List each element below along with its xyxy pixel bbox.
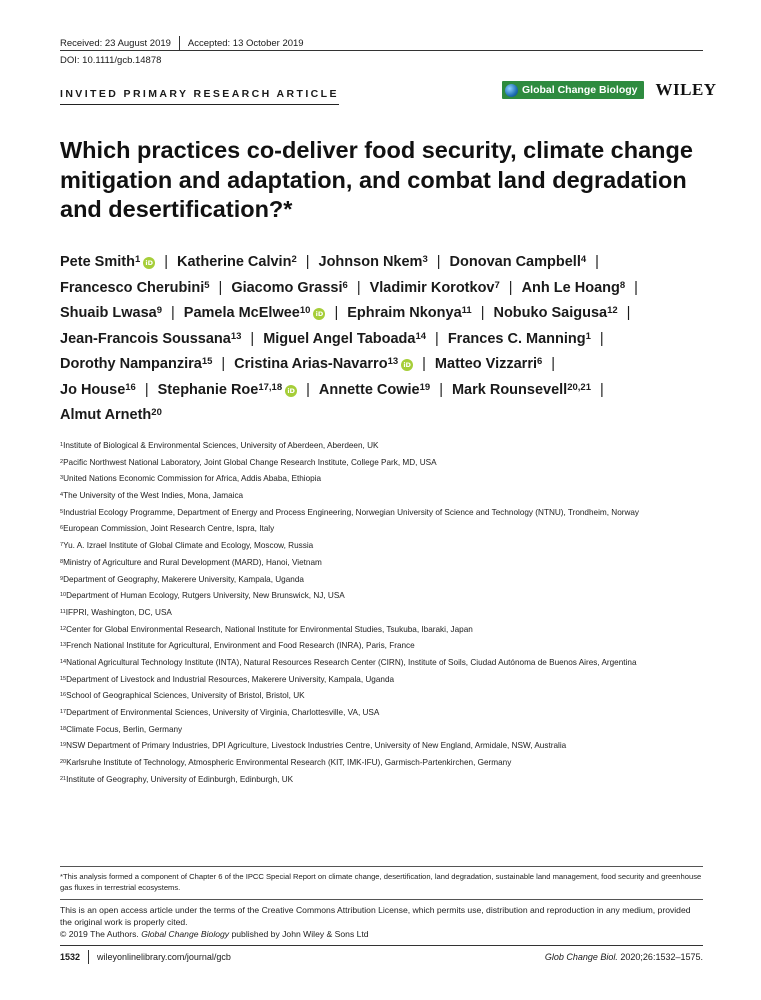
affiliation-text: School of Geographical Sciences, University of Bristol, Bristol, UK xyxy=(66,691,305,701)
author xyxy=(60,331,241,347)
author-separator: | xyxy=(422,356,426,372)
author xyxy=(370,280,500,296)
affiliation-number: 11 xyxy=(60,608,66,615)
affiliation-text: National Agricultural Technology Institute (INTA), Natural Resources Research Center (CIRN), Institute of Soils, Ciudad Autónoma de Buenos Aires, Argentina xyxy=(66,657,637,667)
author-name: Katherine Calvin xyxy=(177,254,292,270)
copyright-suffix: published by John Wiley & Sons Ltd xyxy=(229,928,369,939)
publisher-logo[interactable]: WILEY xyxy=(655,80,717,99)
author-name: Stephanie Roe xyxy=(157,381,259,398)
affiliation-text: The University of the West Indies, Mona, Jamaica xyxy=(63,491,244,501)
author-separator: | xyxy=(334,305,339,321)
author xyxy=(231,280,348,296)
affiliation-text: Climate Focus, Berlin, Germany xyxy=(66,724,183,734)
affiliation-text: French National Institute for Agricultural, Environment and Food Research (INRA), Paris, France xyxy=(66,641,415,651)
article-type: INVITED PRIMARY RESEARCH ARTICLE xyxy=(60,88,339,105)
author-separator: | xyxy=(356,279,361,296)
author-affiliation-mark: 15 xyxy=(201,356,213,367)
header-rule xyxy=(60,50,703,51)
author-affiliation-mark: 20 xyxy=(151,407,162,418)
affiliation xyxy=(60,758,710,769)
affiliation-number: 13 xyxy=(60,642,67,649)
affiliation xyxy=(60,641,710,652)
affiliation xyxy=(60,458,710,469)
affiliation xyxy=(60,441,710,452)
affiliation-text: Center for Global Environmental Research, National Institute for Environmental Studies, Tsukuba, Ibaraki, Japan xyxy=(66,624,473,634)
author-line xyxy=(60,250,720,276)
author-separator: | xyxy=(508,279,513,296)
affiliation-list xyxy=(60,441,710,791)
footer-separator xyxy=(88,950,89,964)
page-number: 1532 xyxy=(60,952,81,962)
author xyxy=(522,280,626,296)
affiliation-text: Pacific Northwest National Laboratory, Joint Global Change Research Institute, College Park, MD, USA xyxy=(63,457,437,467)
affiliation xyxy=(60,591,710,602)
author xyxy=(158,382,298,398)
orcid-icon[interactable]: iD xyxy=(313,308,325,320)
author-name: Pamela McElwee xyxy=(183,305,300,321)
affiliation-number: 8 xyxy=(60,558,64,565)
author-name: Matteo Vizzarri xyxy=(434,356,537,372)
journal-brand xyxy=(502,80,717,100)
affiliation-text: European Commission, Joint Research Centre, Ispra, Italy xyxy=(63,524,275,534)
author-name: Nobuko Saigusa xyxy=(493,305,608,321)
author xyxy=(448,331,591,347)
affiliation xyxy=(60,558,710,569)
affiliation-number: 18 xyxy=(60,725,67,732)
author-affiliation-mark: 5 xyxy=(204,279,210,291)
affiliation-number: 14 xyxy=(60,658,67,665)
affiliation-text: Department of Human Ecology, Rutgers University, New Brunswick, NJ, USA xyxy=(66,591,345,601)
orcid-icon[interactable]: iD xyxy=(401,359,413,371)
orcid-icon[interactable]: iD xyxy=(143,257,155,269)
author-separator: | xyxy=(634,279,638,296)
orcid-icon[interactable]: iD xyxy=(285,385,297,397)
author-name: Annette Cowie xyxy=(318,381,420,398)
author-separator: | xyxy=(144,381,149,398)
affiliation-text: Department of Geography, Makerere University, Kampala, Uganda xyxy=(63,574,304,584)
author-line xyxy=(60,352,720,378)
article-title: Which practices co-deliver food security, climate change mitigation and adaptation, and combat land degradation and desertification?* xyxy=(60,137,693,222)
author xyxy=(177,254,297,270)
author-name: Dorothy Nampanzira xyxy=(60,356,202,372)
author xyxy=(493,305,617,321)
affiliation xyxy=(60,608,710,619)
affiliation-number: 21 xyxy=(60,775,67,782)
author-affiliation-mark: 1 xyxy=(134,254,141,265)
author-separator: | xyxy=(306,381,310,398)
author-affiliation-mark: 10 xyxy=(299,305,311,316)
author-affiliation-mark: 19 xyxy=(419,381,431,393)
affiliation-number: 17 xyxy=(60,709,67,715)
author-line xyxy=(60,327,720,353)
author-line xyxy=(60,301,720,327)
author xyxy=(60,407,162,423)
author-affiliation-mark: 3 xyxy=(422,254,428,265)
footnote-rule xyxy=(60,866,703,867)
author-affiliation-mark: 7 xyxy=(494,279,500,291)
affiliation xyxy=(60,741,710,752)
author-separator: | xyxy=(218,279,223,296)
affiliation-text: Karlsruhe Institute of Technology, Atmospheric Environmental Research (KIT, IMK-IFU), Garmisch-Partenkirchen, Germany xyxy=(66,758,512,768)
affiliation xyxy=(60,575,710,586)
article-dates xyxy=(60,36,304,50)
author-affiliation-mark: 2 xyxy=(291,254,297,265)
author xyxy=(184,305,326,321)
author-line xyxy=(60,276,720,302)
author-affiliation-mark: 14 xyxy=(415,330,427,342)
author xyxy=(234,356,413,372)
license-text: This is an open access article under the terms of the Creative Commons Attribution License, which permits use, distribution and reproduction in any medium, provided the original work is properly cited. xyxy=(60,905,691,927)
author-name: Miguel Angel Taboada xyxy=(263,330,416,347)
affiliation xyxy=(60,508,710,519)
author-affiliation-mark: 6 xyxy=(537,356,543,367)
affiliation-number: 4 xyxy=(60,492,64,499)
author xyxy=(450,254,587,270)
author-affiliation-mark: 12 xyxy=(607,305,618,316)
author-affiliation-mark: 17,18 xyxy=(258,381,283,393)
author-name: Giacomo Grassi xyxy=(231,279,343,296)
journal-url[interactable]: wileyonlinelibrary.com/journal/gcb xyxy=(97,952,231,962)
author-affiliation-mark: 9 xyxy=(156,305,162,316)
author-separator: | xyxy=(599,330,604,347)
affiliation xyxy=(60,775,710,786)
copyright-journal: Global Change Biology xyxy=(141,928,230,939)
author-name: Frances C. Manning xyxy=(447,330,586,347)
author-separator: | xyxy=(221,356,226,372)
author-name: Vladimir Korotkov xyxy=(369,279,495,296)
author-separator: | xyxy=(164,254,169,270)
author-affiliation-mark: 1 xyxy=(585,330,591,342)
title-footnote: *This analysis formed a component of Chapter 6 of the IPCC Special Report on climate change, desertification, land degradation, sustainable land management, food security and greenhouse gas fluxes in terrestrial ecosystems. xyxy=(60,872,702,892)
page-footer xyxy=(60,950,703,964)
author-separator: | xyxy=(436,254,441,270)
affiliation xyxy=(60,675,710,686)
affiliation-number: 5 xyxy=(60,508,64,515)
affiliation-text: Department of Environmental Sciences, University of Virginia, Charlottesville, VA, USA xyxy=(66,708,380,717)
author-separator: | xyxy=(250,330,255,347)
affiliation-number: 3 xyxy=(60,475,64,482)
affiliation-text: NSW Department of Primary Industries, DPI Agriculture, Livestock Industries Centre, University of New England, Armidale, NSW, Australia xyxy=(66,741,567,751)
affiliation-text: United Nations Economic Commission for Africa, Addis Ababa, Ethiopia xyxy=(63,474,322,484)
doi[interactable]: DOI: 10.1111/gcb.14878 xyxy=(60,55,162,66)
date-separator xyxy=(179,36,180,50)
author-name: Johnson Nkem xyxy=(318,254,423,270)
author-line xyxy=(60,403,720,429)
author xyxy=(319,254,428,270)
affiliation xyxy=(60,658,710,669)
citation xyxy=(545,952,703,962)
affiliation-number: 19 xyxy=(60,742,67,749)
author-affiliation-mark: 11 xyxy=(461,305,472,316)
author-separator: | xyxy=(551,356,556,372)
affiliation xyxy=(60,625,710,636)
author-affiliation-mark: 20,21 xyxy=(567,381,591,393)
author-line xyxy=(60,378,720,404)
affiliation xyxy=(60,524,710,535)
author-separator: | xyxy=(171,305,175,321)
author xyxy=(60,356,212,372)
author-separator: | xyxy=(480,305,485,321)
author-name: Ephraim Nkonya xyxy=(347,305,462,321)
affiliation xyxy=(60,541,710,552)
affiliation-text: Department of Livestock and Industrial Resources, Makerere University, Kampala, Uganda xyxy=(66,674,395,684)
affiliation-number: 7 xyxy=(60,542,64,549)
author-separator: | xyxy=(439,381,443,398)
author-separator: | xyxy=(595,254,599,270)
author xyxy=(347,305,471,321)
page-footer-rule xyxy=(60,945,703,946)
author xyxy=(263,331,426,347)
author xyxy=(60,254,155,270)
journal-name: Global Change Biology xyxy=(522,84,638,96)
affiliation-number: 6 xyxy=(60,525,64,532)
affiliation-text: IFPRI, Washington, DC, USA xyxy=(65,607,172,617)
author xyxy=(60,280,210,296)
affiliation xyxy=(60,474,710,485)
author-name: Jean-Francois Soussana xyxy=(60,330,231,347)
author-separator: | xyxy=(600,381,604,398)
globe-icon xyxy=(505,84,518,97)
citation-details: 2020;26:1532–1575. xyxy=(617,952,703,962)
author-affiliation-mark: 16 xyxy=(125,381,136,393)
affiliation-number: 16 xyxy=(60,692,67,699)
accepted-date: Accepted: 13 October 2019 xyxy=(187,37,304,49)
copyright-prefix: © 2019 The Authors. xyxy=(60,928,142,939)
author-list xyxy=(60,250,720,429)
license-rule xyxy=(60,899,703,900)
received-date: Received: 23 August 2019 xyxy=(60,37,171,49)
journal-logo[interactable] xyxy=(502,81,644,99)
author xyxy=(319,382,430,398)
author-name: Donovan Campbell xyxy=(449,254,581,270)
author-name: Mark Rounsevell xyxy=(451,381,568,398)
author xyxy=(60,305,162,321)
affiliation xyxy=(60,691,710,702)
author-separator: | xyxy=(626,305,631,321)
affiliation-number: 20 xyxy=(60,759,67,766)
affiliation-number: 12 xyxy=(60,625,67,632)
author-affiliation-mark: 13 xyxy=(387,356,399,367)
affiliation-text: Institute of Geography, University of Edinburgh, Edinburgh, UK xyxy=(66,774,294,784)
author-separator: | xyxy=(305,254,310,270)
affiliation xyxy=(60,491,710,502)
affiliation-text: Yu. A. Izrael Institute of Global Climate and Ecology, Moscow, Russia xyxy=(63,541,314,551)
author xyxy=(435,356,542,372)
affiliation xyxy=(60,708,710,719)
affiliation-number: 10 xyxy=(60,592,67,599)
license-block xyxy=(60,905,703,940)
author-affiliation-mark: 8 xyxy=(619,279,626,291)
affiliation-number: 2 xyxy=(60,458,64,465)
affiliation-text: Institute of Biological & Environmental Sciences, University of Aberdeen, Aberdeen, UK xyxy=(63,441,379,450)
author-name: Anh Le Hoang xyxy=(521,279,620,296)
author-name: Jo House xyxy=(60,381,126,398)
affiliation-number: 9 xyxy=(60,575,64,582)
affiliation-number: 15 xyxy=(60,675,67,682)
author-affiliation-mark: 13 xyxy=(230,330,242,342)
author-name: Shuaib Lwasa xyxy=(60,305,157,321)
author-separator: | xyxy=(435,330,439,347)
copyright-line xyxy=(60,929,703,941)
author xyxy=(452,382,591,398)
author-name: Cristina Arias-Navarro xyxy=(234,356,388,372)
author-name: Pete Smith xyxy=(60,254,135,270)
author-name: Francesco Cherubini xyxy=(60,279,205,296)
affiliation-number: 1 xyxy=(60,442,64,448)
author-affiliation-mark: 4 xyxy=(580,254,587,265)
affiliation-text: Industrial Ecology Programme, Department of Energy and Process Engineering, Norwegian University of Science and Technology (NTNU), Trondheim, Norway xyxy=(63,507,640,517)
affiliation-text: Ministry of Agriculture and Rural Development (MARD), Hanoi, Vietnam xyxy=(63,557,322,567)
affiliation xyxy=(60,725,710,736)
citation-journal: Glob Change Biol. xyxy=(544,952,618,962)
author xyxy=(60,382,136,398)
author-affiliation-mark: 6 xyxy=(342,279,348,291)
author-name: Almut Arneth xyxy=(60,407,152,423)
